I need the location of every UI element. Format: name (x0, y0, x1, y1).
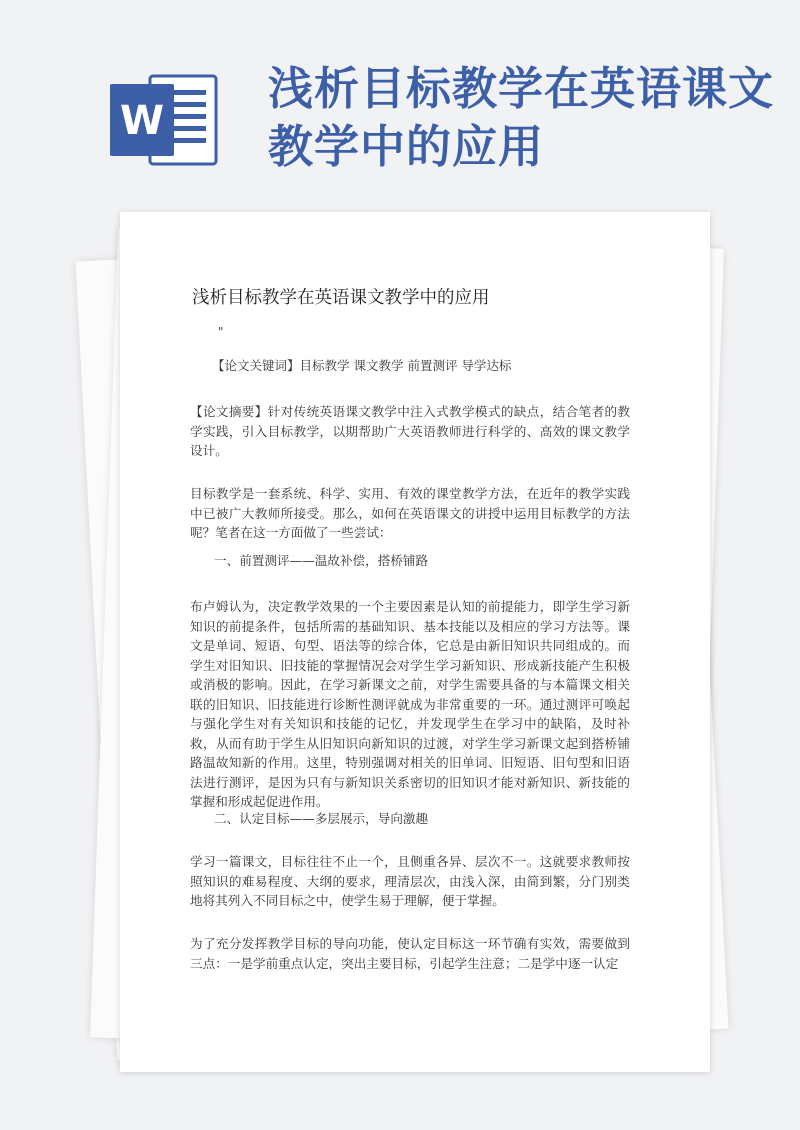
quote-mark: " (218, 325, 224, 339)
section-heading-2: 二、认定目标——多层展示，导向激趣 (214, 811, 429, 826)
word-document-icon (108, 72, 220, 168)
word-icon-letter: W (119, 98, 165, 144)
section-2-paragraph: 学习一篇课文，目标往往不止一个，且侧重各异、层次不一。这就要求教师按照知识的难易程度、大纲的要求，理清层次，由浅入深，由简到繁，分门别类地将其列入不同目标之中，使学生易于理解，便于掌握。 (190, 854, 630, 908)
document-page (120, 212, 710, 1072)
keywords-line: 【论文关键词】目标教学 课文教学 前置测评 导学达标 (212, 358, 512, 373)
intro-paragraph: 目标教学是一套系统、科学、实用、有效的课堂教学方法，在近年的教学实践中已被广大教师所接受。那么，如何在英语课文的讲授中运用目标教学的方法呢？笔者在这一方面做了一些尝试： (190, 486, 630, 540)
abstract-paragraph: 【论文摘要】针对传统英语课文教学中注入式教学模式的缺点，结合笔者的教学实践，引入目标教学，以期帮助广大英语教师进行科学的、高效的课文教学设计。 (190, 404, 630, 458)
section-1-paragraph: 布卢姆认为，决定教学效果的一个主要因素是认知的前提能力，即学生学习新知识的前提条件，包括所需的基础知识、基本技能以及相应的学习方法等。课文是单词、短语、句型、语法等的综合体，它总是由新旧知识共同组成的。而学生对旧知识、旧技能的掌握情况会对学生学习新知识、形成新技能产生积极或消极的影响。因此，在学习新课文之前，对学生需要具备的与本篇课文相关联的旧知识、旧技能进行诊断性测评就成为非常重要的一环。通过测评可唤起与强化学生对有关知识和技能的记忆，并发现学生在学习中的缺陷，及时补救，从而有助于学生从旧知识向新知识的过渡，对学生学习新课文起到搭桥铺路温故知新的作用。这里，特别强调对相关的旧单词、旧短语、旧句型和旧语法进行测评，是因为只有与新知识关系密切的旧知识才能对新知识、新技能的掌握和形成起促进作用。 (190, 599, 630, 809)
section-2-paragraph-2: 为了充分发挥教学目标的导向功能，使认定目标这一环节确有实效，需要做到三点：一是学前重点认定，突出主要目标，引起学生注意；二是学中逐一认定 (190, 936, 630, 971)
section-heading-1: 一、前置测评——温故补偿，搭桥铺路 (214, 553, 429, 568)
page-title: 浅析目标教学在英语课文教学中的应用 (268, 62, 775, 173)
document-title: 浅析目标教学在英语课文教学中的应用 (192, 288, 490, 308)
